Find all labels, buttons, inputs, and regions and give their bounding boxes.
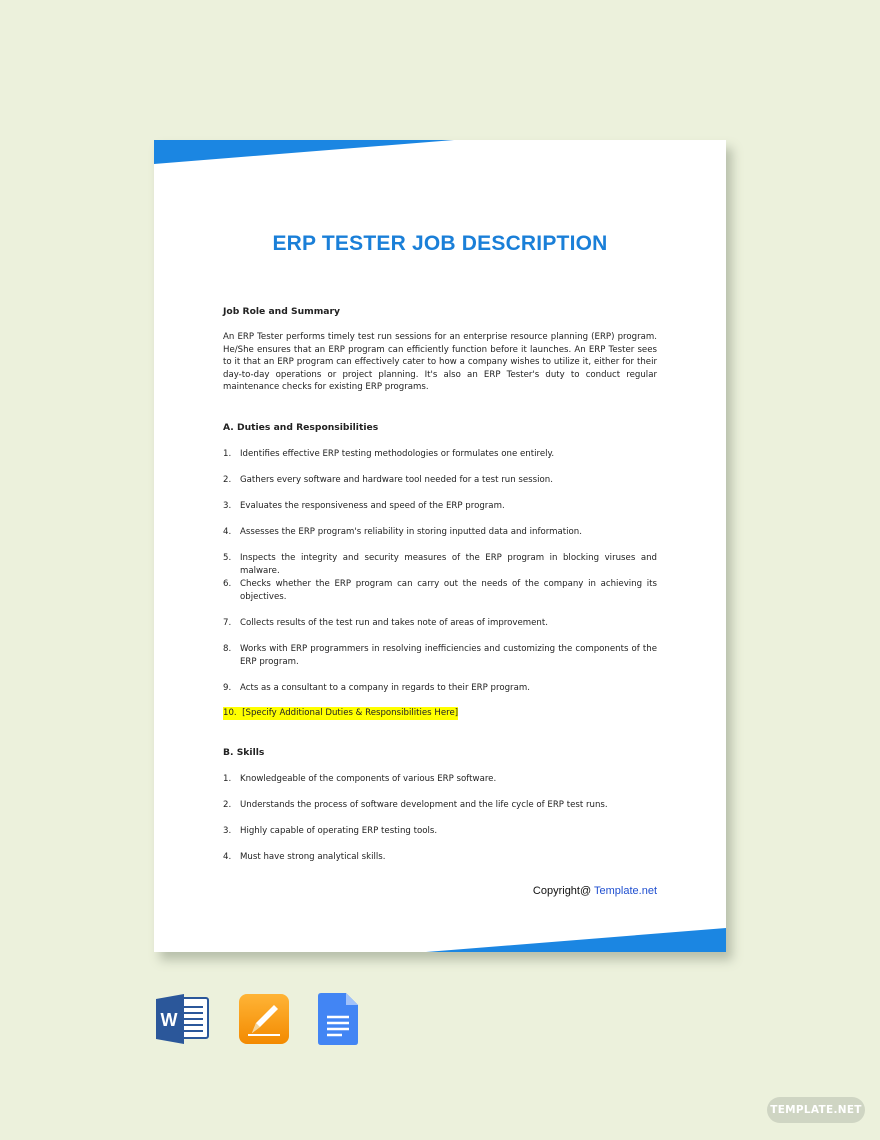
- duty-number: 2.: [223, 475, 232, 485]
- summary-heading: Job Role and Summary: [223, 306, 341, 317]
- skill-item: [223, 851, 657, 864]
- duty-text: Gathers every software and hardware tool needed for a test run session.: [240, 475, 553, 485]
- duty-number: 7.: [223, 618, 232, 628]
- word-icon[interactable]: [156, 994, 210, 1044]
- skill-number: 3.: [223, 826, 232, 836]
- duty-number: 8.: [223, 644, 232, 654]
- duty-text: Identifies effective ERP testing methodologies or formulates one entirely.: [240, 449, 555, 459]
- skill-item: [223, 799, 657, 812]
- duty-item: [223, 448, 657, 461]
- duty-item: [223, 682, 657, 695]
- duty-text: Acts as a consultant to a company in regards to their ERP program.: [240, 683, 530, 693]
- google-docs-icon[interactable]: [318, 993, 358, 1045]
- duty-text: Checks whether the ERP program can carry out the needs of the company in achieving its objectives.: [240, 579, 657, 602]
- summary-paragraph: An ERP Tester performs timely test run sessions for an enterprise resource planning (ERP) program. He/She ensures that an ERP program can efficiently function before it launches. An ERP Tester sees to it that an ERP program can effectively cater to how a company wishes to utilize it, either for their day-to-day operations or project planning. It's also an ERP Tester's duty to conduct regular maintenance checks for existing ERP programs.: [223, 332, 657, 392]
- duty-text: Evaluates the responsiveness and speed of the ERP program.: [240, 501, 505, 511]
- duty-text: Collects results of the test run and takes note of areas of improvement.: [240, 618, 548, 628]
- duty-text: Works with ERP programmers in resolving inefficiencies and customizing the components of the ERP program.: [240, 644, 657, 667]
- duty-item: [223, 474, 657, 487]
- template-net-link[interactable]: Template.net: [594, 885, 657, 897]
- skill-text: Knowledgeable of the components of various ERP software.: [240, 774, 497, 784]
- skill-item: [223, 773, 657, 786]
- template-net-watermark[interactable]: TEMPLATE.NET: [767, 1097, 865, 1123]
- duty-number: 5.: [223, 553, 232, 563]
- duty-item: [223, 552, 657, 577]
- duty-number: 1.: [223, 449, 232, 459]
- duty-item: [223, 643, 657, 668]
- duty-item-placeholder: [223, 707, 657, 720]
- duty-number: 6.: [223, 579, 232, 589]
- duty-item: [223, 617, 657, 630]
- pages-icon[interactable]: [238, 993, 290, 1045]
- duty-number: 9.: [223, 683, 232, 693]
- copyright-prefix: Copyright@: [532, 885, 592, 897]
- skill-text: Must have strong analytical skills.: [240, 852, 386, 862]
- skill-number: 2.: [223, 800, 232, 810]
- duties-heading: A. Duties and Responsibilities: [223, 422, 379, 433]
- skill-item: [223, 825, 657, 838]
- duty-item: [223, 500, 657, 513]
- bottom-blue-stripe-shape: [426, 928, 726, 952]
- skill-number: 1.: [223, 774, 232, 784]
- duty-number: 10.: [223, 708, 237, 718]
- skill-text: Understands the process of software development and the life cycle of ERP test runs.: [240, 800, 608, 810]
- duty-text: Assesses the ERP program's reliability in storing inputted data and information.: [240, 527, 582, 537]
- word-icon-letter: W: [160, 1010, 178, 1030]
- skills-heading: B. Skills: [223, 747, 265, 758]
- duty-text: Inspects the integrity and security measures of the ERP program in blocking viruses and malware.: [240, 553, 657, 576]
- duty-number: 4.: [223, 527, 232, 537]
- copyright-line: [533, 885, 657, 897]
- duty-number: 3.: [223, 501, 232, 511]
- skill-text: Highly capable of operating ERP testing tools.: [240, 826, 438, 836]
- highlighted-placeholder: [223, 707, 458, 720]
- skill-number: 4.: [223, 852, 232, 862]
- duty-item: [223, 578, 657, 603]
- document-page: [154, 140, 726, 952]
- document-title: ERP TESTER JOB DESCRIPTION: [272, 232, 608, 255]
- top-blue-stripe-shape: [154, 140, 454, 164]
- duty-item: [223, 526, 657, 539]
- duty-text: [Specify Additional Duties & Responsibilities Here]: [242, 708, 459, 718]
